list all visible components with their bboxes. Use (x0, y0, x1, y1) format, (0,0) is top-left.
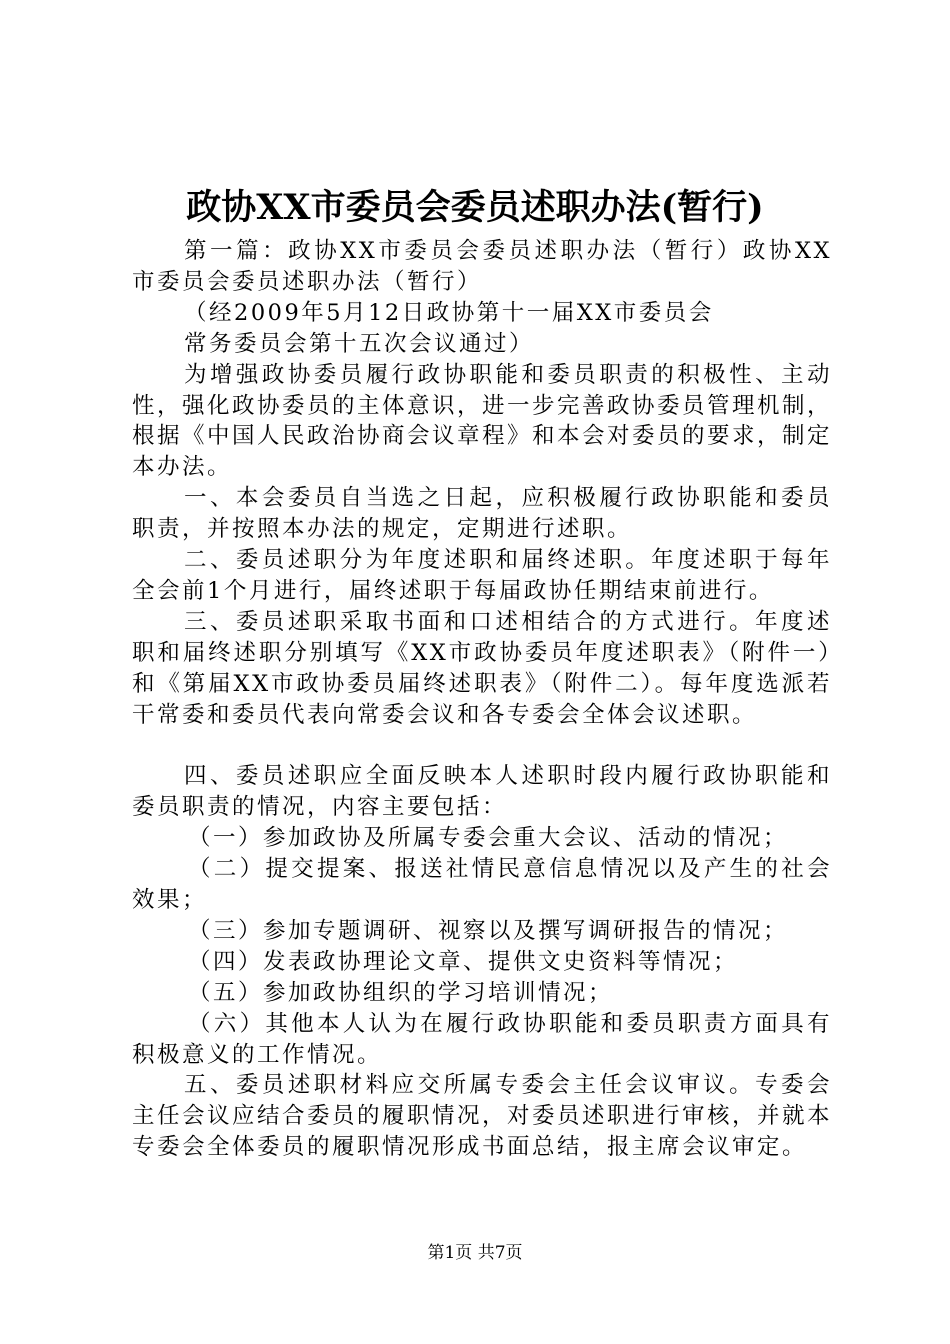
paragraph-article-3: 三、委员述职采取书面和口述相结合的方式进行。年度述职和届终述职分别填写《XX市政协委员年度述职表》（附件一）和《第届XX市政协委员届终述职表》（附件二）。每年度选派若干常委和委员代表向常委会议和各专委会全体会议述职。 (132, 608, 832, 728)
paragraph-item-1: （一）参加政协及所属专委会重大会议、活动的情况； (188, 825, 789, 852)
paragraph-item-4: （四）发表政协理论文章、提供文史资料等情况； (188, 948, 739, 975)
paragraph-item-6: （六）其他本人认为在履行政协职能和委员职责方面具有积极意义的工作情况。 (132, 1010, 832, 1068)
paragraph-article-2: 二、委员述职分为年度述职和届终述职。年度述职于每年全会前1个月进行，届终述职于每届政协任期结束前进行。 (132, 547, 832, 604)
paragraph-item-5: （五）参加政协组织的学习培训情况； (188, 979, 614, 1006)
paragraph-article-4: 四、委员述职应全面反映本人述职时段内履行政协职能和委员职责的情况，内容主要包括： (132, 763, 832, 821)
document-title: 政协XX市委员会委员述职办法(暂行) (186, 187, 764, 228)
paragraph-approval-line-2: 常务委员会第十五次会议通过） (184, 330, 535, 357)
paragraph-item-3: （三）参加专题调研、视察以及撰写调研报告的情况； (188, 917, 789, 944)
paragraph-intro: 第一篇：政协XX市委员会委员述职办法（暂行）政协XX市委员会委员述职办法（暂行） (132, 238, 832, 295)
page-footer: 第1页 共7页 (427, 1243, 523, 1263)
paragraph-article-5: 五、委员述职材料应交所属专委会主任会议审议。专委会主任会议应结合委员的履职情况，对委员述职进行审核，并就本专委会全体委员的履职情况形成书面总结，报主席会议审定。 (132, 1072, 833, 1161)
paragraph-item-2: （二）提交提案、报送社情民意信息情况以及产生的社会效果； (132, 856, 832, 914)
paragraph-purpose: 为增强政协委员履行政协职能和委员职责的积极性、主动性，强化政协委员的主体意识，进一步完善政协委员管理机制，根据《中国人民政治协商会议章程》和本会对委员的要求，制定本办法。 (132, 361, 833, 481)
blank-line (132, 731, 832, 762)
document-body (132, 236, 832, 1163)
paragraph-article-1: 一、本会委员自当选之日起，应积极履行政协职能和委员职责，并按照本办法的规定，定期进行述职。 (132, 485, 832, 543)
paragraph-approval-line-1: （经2009年5月12日政协第十一届XX市委员会 (184, 299, 714, 326)
